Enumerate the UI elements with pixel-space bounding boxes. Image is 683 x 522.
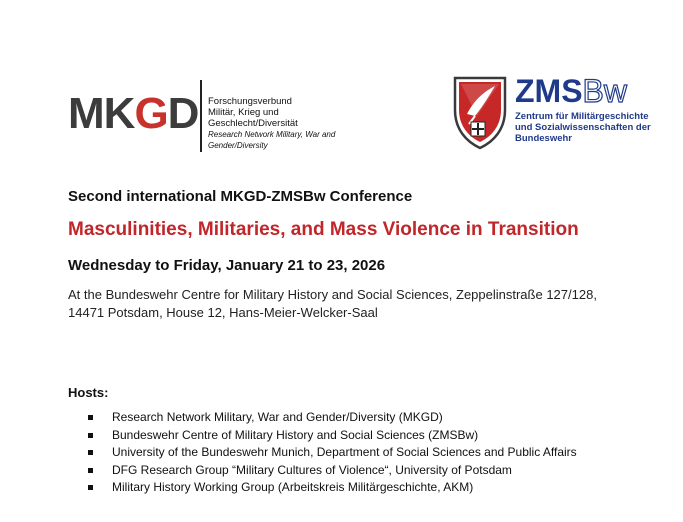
conference-label: Second international MKGD-ZMSBw Conference — [68, 188, 413, 205]
zmsbw-logo — [453, 73, 649, 155]
mkgd-tagline — [208, 96, 368, 151]
mkgd-letter-m: M — [68, 89, 104, 138]
zmsbw-subtitle-line2: und Sozialwissenschaften der — [515, 122, 651, 133]
venue-line-1: At the Bundeswehr Centre for Military History and Social Sciences, Zeppelinstraße 127/128, — [68, 287, 597, 302]
host-name: Military History Working Group (Arbeitskreis Militärgeschichte, AKM) — [112, 480, 474, 494]
bullet-icon — [88, 433, 93, 438]
zmsbw-wordmark-main: ZMS — [515, 73, 583, 109]
hosts-list — [88, 409, 577, 497]
host-name: Research Network Military, War and Gender/Diversity (MKGD) — [112, 410, 443, 424]
mkgd-letter-g: G — [134, 89, 168, 138]
list-item — [88, 462, 577, 480]
venue-line-2: 14471 Potsdam, House 12, Hans-Meier-Welcker-Saal — [68, 305, 378, 320]
list-item — [88, 409, 577, 427]
mkgd-divider — [200, 80, 202, 152]
host-name: University of the Bundeswehr Munich, Department of Social Sciences and Public Affairs — [112, 445, 577, 459]
list-item — [88, 427, 577, 445]
zmsbw-subtitle-line1: Zentrum für Militärgeschichte — [515, 111, 649, 122]
zmsbw-wordmark — [515, 73, 627, 109]
mkgd-letter-k: K — [103, 89, 135, 138]
hosts-heading: Hosts: — [68, 385, 109, 400]
bullet-icon — [88, 415, 93, 420]
mkgd-letter-d: D — [167, 89, 199, 138]
mkgd-tagline-line3: Research Network Military, War and Gender/Diversity — [208, 130, 336, 150]
conference-title: Masculinities, Militaries, and Mass Violence in Transition — [68, 219, 579, 240]
mkgd-tagline-line1: Forschungsverbund — [208, 96, 292, 107]
zmsbw-subtitle-line3: Bundeswehr — [515, 133, 573, 144]
zmsbw-shield-icon — [453, 76, 507, 150]
host-name: Bundeswehr Centre of Military History and Social Sciences (ZMSBw) — [112, 427, 479, 442]
mkgd-logo — [68, 80, 368, 152]
mkgd-wordmark — [68, 84, 198, 144]
bullet-icon — [88, 485, 93, 490]
conference-dates: Wednesday to Friday, January 21 to 23, 2026 — [68, 257, 386, 274]
host-name: DFG Research Group “Military Cultures of Violence“, University of Potsdam — [112, 462, 512, 477]
bullet-icon — [88, 468, 93, 473]
list-item — [88, 479, 577, 497]
mkgd-tagline-line2: Militär, Krieg und Geschlecht/Diversität — [208, 107, 298, 129]
zmsbw-wordmark-suffix: Bw — [582, 73, 627, 109]
zmsbw-subtitle — [515, 111, 651, 144]
bullet-icon — [88, 450, 93, 455]
list-item — [88, 444, 577, 462]
